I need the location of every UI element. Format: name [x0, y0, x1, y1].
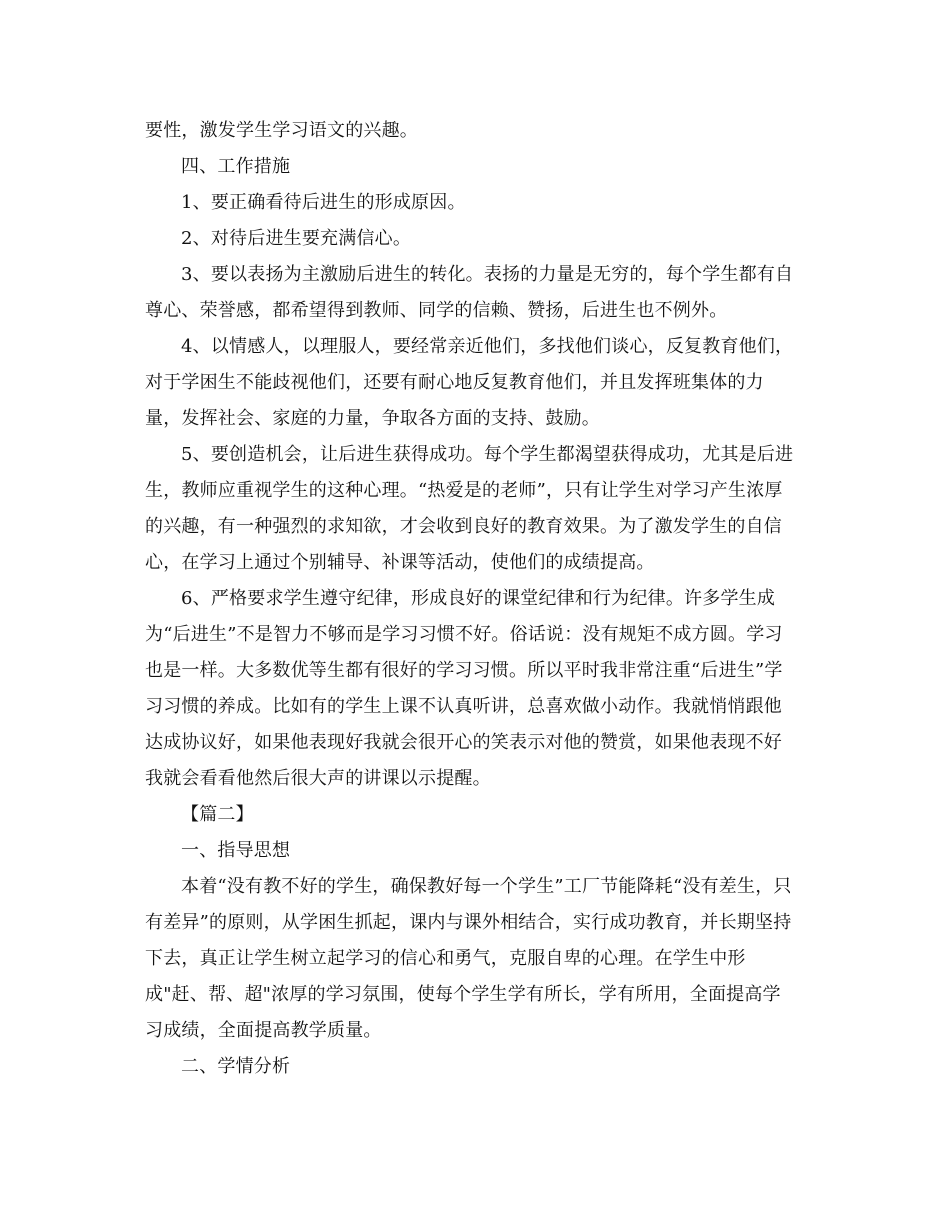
- text-line: 生，教师应重视学生的这种心理。“热爱是的老师”，只有让学生对学习产生浓厚: [145, 480, 783, 501]
- text-line: 量，发挥社会、家庭的力量，争取各方面的支持、鼓励。: [145, 408, 600, 429]
- text-line: 习习惯的养成。比如有的学生上课不认真听讲，总喜欢做小动作。我就悄悄跟他: [145, 696, 782, 717]
- text-line: 的兴趣，有一种强烈的求知欲，才会收到良好的教育效果。为了激发学生的自信: [145, 516, 782, 537]
- part-heading: 【篇二】: [181, 804, 254, 825]
- section-heading: 四、工作措施: [181, 156, 291, 177]
- text-line: 也是一样。大多数优等生都有很好的学习习惯。所以平时我非常注重“后进生”学: [145, 660, 783, 681]
- text-line: 为“后进生”不是智力不够而是学习习惯不好。俗话说：没有规矩不成方圆。学习: [145, 624, 783, 645]
- text-line: 达成协议好，如果他表现好我就会很开心的笑表示对他的赞赏，如果他表现不好: [145, 732, 782, 753]
- text-line: 2、对待后进生要充满信心。: [181, 228, 412, 249]
- text-line: 成"赶、帮、超"浓厚的学习氛围，使每个学生学有所长，学有所用，全面提高学: [145, 984, 781, 1005]
- text-line: 对于学困生不能歧视他们，还要有耐心地反复教育他们，并且发挥班集体的力: [145, 372, 764, 393]
- text-line: 要性，激发学生学习语文的兴趣。: [145, 120, 418, 141]
- text-line: 3、要以表扬为主激励后进生的转化。表扬的力量是无穷的，每个学生都有自: [181, 264, 794, 285]
- text-line: 心，在学习上通过个别辅导、补课等活动，使他们的成绩提高。: [145, 552, 655, 573]
- section-heading: 二、学情分析: [181, 1056, 291, 1077]
- text-line: 本着“没有教不好的学生，确保教好每一个学生”工厂节能降耗“没有差生，只: [181, 876, 792, 897]
- text-line: 尊心、荣誉感，都希望得到教师、同学的信赖、赞扬，后进生也不例外。: [145, 300, 728, 321]
- document-body: [145, 113, 810, 1085]
- text-line: 6、严格要求学生遵守纪律，形成良好的课堂纪律和行为纪律。许多学生成: [181, 588, 776, 609]
- text-line: 我就会看看他然后很大声的讲课以示提醒。: [145, 768, 491, 789]
- text-line: 5、要创造机会，让后进生获得成功。每个学生都渴望获得成功，尤其是后进: [181, 444, 794, 465]
- section-heading: 一、指导思想: [181, 840, 291, 861]
- text-line: 下去，真正让学生树立起学习的信心和勇气，克服自卑的心理。在学生中形: [145, 948, 746, 969]
- text-line: 有差异”的原则，从学困生抓起，课内与课外相结合，实行成功教育，并长期坚持: [145, 912, 792, 933]
- text-line: 4、以情感人，以理服人，要经常亲近他们，多找他们谈心，反复教育他们，: [181, 336, 794, 357]
- text-line: 1、要正确看待后进生的形成原因。: [181, 192, 466, 213]
- text-line: 习成绩，全面提高教学质量。: [145, 1020, 382, 1041]
